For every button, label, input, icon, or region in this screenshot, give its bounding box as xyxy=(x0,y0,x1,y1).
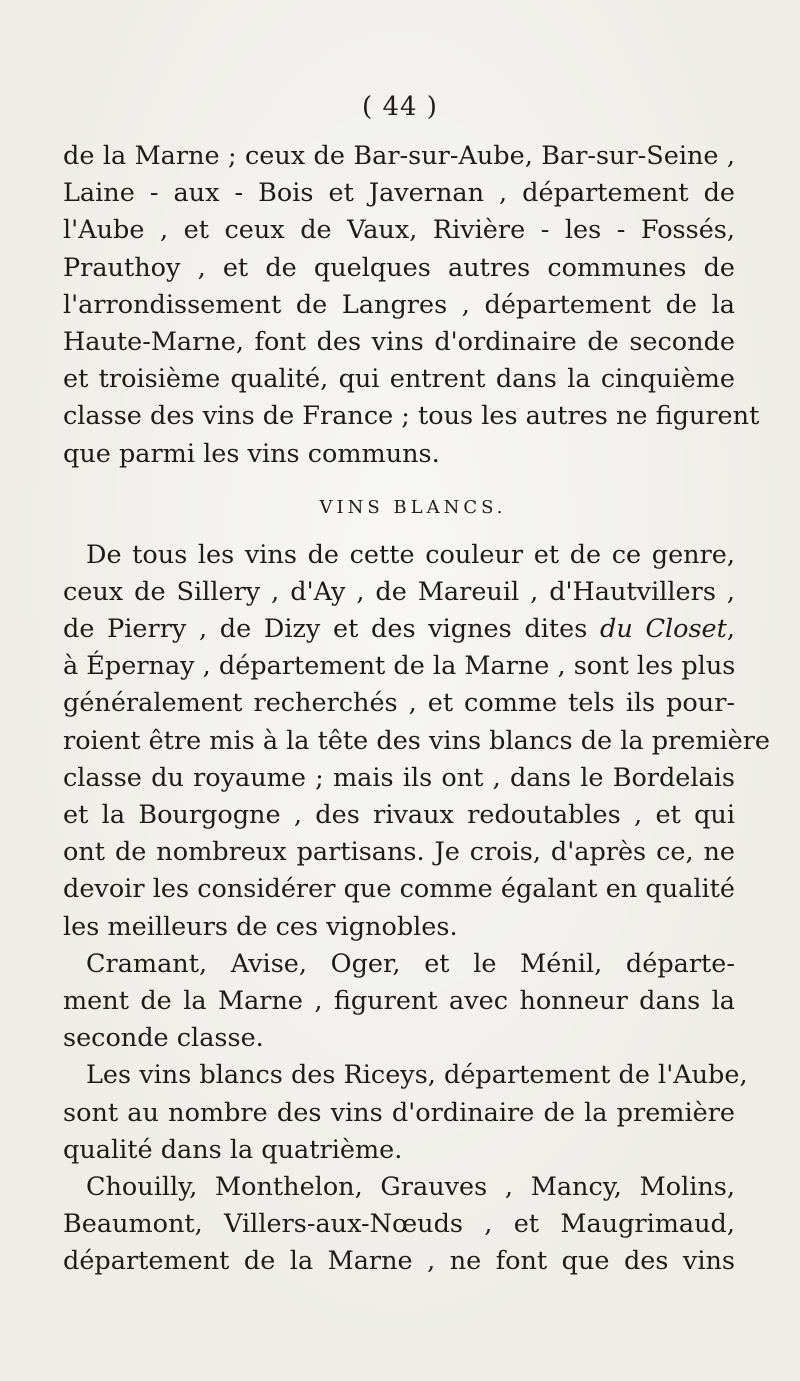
text-line: ment de la Marne , figurent avec honneur dans la xyxy=(63,985,735,1016)
italic-place-name: du Closet xyxy=(600,614,727,645)
text-line: à Épernay , département de la Marne , sont les plus xyxy=(63,651,736,682)
text-line: les meilleurs de ces vignobles. xyxy=(63,911,458,942)
text-line: département de la Marne , ne font que des vins xyxy=(63,1246,735,1277)
text-line: et troisième qualité, qui entrent dans la cinquième xyxy=(63,364,735,395)
text-line: sont au nombre des vins d'ordinaire de la première xyxy=(63,1097,735,1128)
text-line: Beaumont, Villers-aux-Nœuds , et Maugrimaud, xyxy=(63,1209,735,1240)
text-line: seconde classe. xyxy=(63,1023,264,1054)
text-line xyxy=(63,611,735,648)
text-line: Chouilly, Monthelon, Grauves , Mancy, Molins, xyxy=(86,1171,735,1202)
text-line: l'arrondissement de Langres , département de la xyxy=(63,289,735,320)
text-line: classe des vins de France ; tous les autres ne figurent xyxy=(63,401,760,432)
text-line: et la Bourgogne , des rivaux redoutables , et qui xyxy=(63,800,735,830)
text-line: roient être mis à la tête des vins blancs de la première xyxy=(63,725,771,756)
text-line: De tous les vins de cette couleur et de ce genre, xyxy=(86,539,735,570)
section-heading: VINS BLANCS. xyxy=(319,496,507,518)
text-line: que parmi les vins communs. xyxy=(63,438,440,469)
text-line: Prauthoy , et de quelques autres communes de xyxy=(63,252,735,283)
text-line: généralement recherchés , et comme tels ils pour- xyxy=(63,688,735,719)
paragraph-3 xyxy=(63,946,735,1058)
paragraph-4 xyxy=(63,1057,748,1169)
text-line: devoir les considérer que comme égalant en qualité xyxy=(63,874,735,905)
text-line: Cramant, Avise, Oger, et le Ménil, départe- xyxy=(86,948,735,979)
text-segment: , xyxy=(726,614,736,645)
paragraph-1 xyxy=(63,138,760,473)
paragraph-2 xyxy=(63,537,771,946)
text-line: l'Aube , et ceux de Vaux, Rivière - les - Fossés, xyxy=(63,215,735,246)
text-line: Laine - aux - Bois et Javernan , département de xyxy=(63,178,735,209)
text-line: ceux de Sillery , d'Ay , de Mareuil , d'Hautvillers , xyxy=(63,576,735,607)
text-line: Haute-Marne, font des vins d'ordinaire de seconde xyxy=(63,326,735,357)
text-line: de la Marne ; ceux de Bar-sur-Aube, Bar-sur-Seine , xyxy=(63,141,735,171)
text-line: classe du royaume ; mais ils ont , dans le Bordelais xyxy=(63,762,735,793)
text-line: Les vins blancs des Riceys, département de l'Aube, xyxy=(86,1060,748,1091)
page-body xyxy=(63,138,771,1280)
paragraph-5 xyxy=(63,1169,735,1281)
page-number: ( 44 ) xyxy=(362,92,438,122)
text-line: ont de nombreux partisans. Je crois, d'après ce, ne xyxy=(63,837,735,868)
text-line: qualité dans la quatrième. xyxy=(63,1134,403,1165)
text-segment: de Pierry , de Dizy et des vignes dites xyxy=(63,614,601,645)
